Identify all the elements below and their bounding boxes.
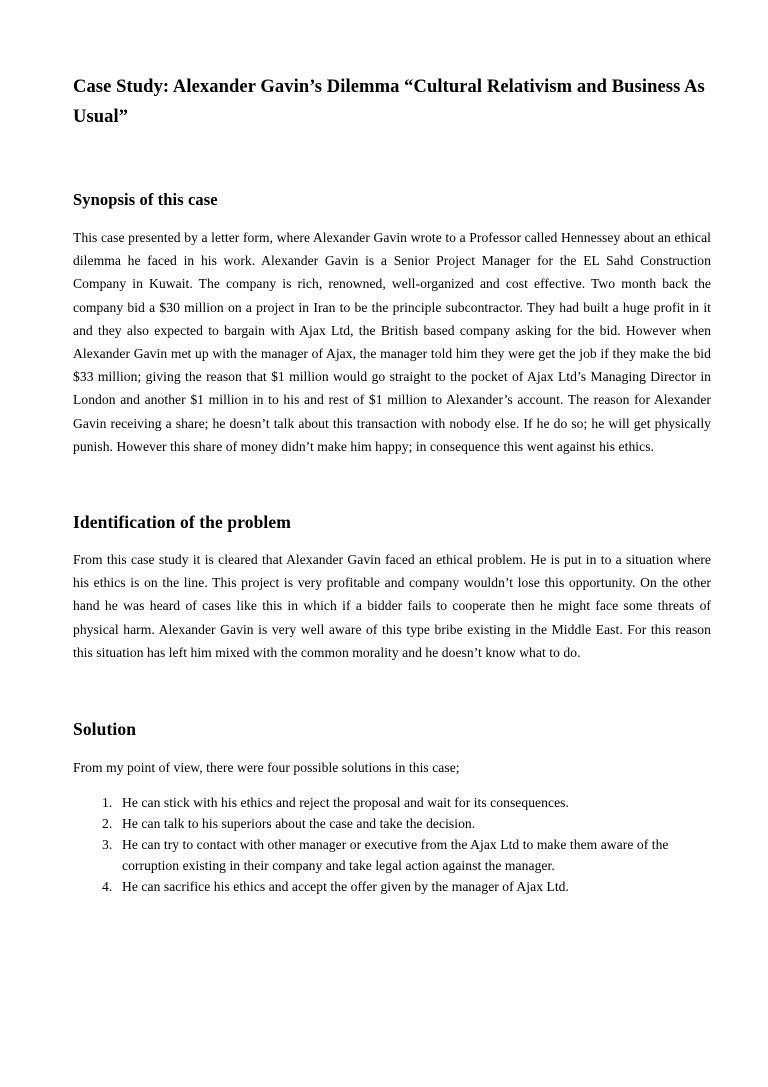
section-heading-synopsis: Synopsis of this case xyxy=(73,190,218,209)
list-item-number: 4. xyxy=(102,879,113,895)
section-paragraph-identification: From this case study it is cleared that Alexander Gavin faced an ethical problem. He is put in to a situation where his ethics is on the line. This project is very profitable and company wouldn’t lose this opportunity. On the other hand he was heard of cases like this in which if a bidder fails to cooperate then he might face some threats of physical harm. Alexander Gavin is very well aware of this type bribe existing in the Middle East. For this reason this situation has left him mixed with the common morality and he doesn’t know what to do. xyxy=(73,552,711,660)
section-paragraph-synopsis: This case presented by a letter form, where Alexander Gavin wrote to a Professor called Hennessey about an ethical dilemma he faced in his work. Alexander Gavin is a Senior Project Manager for the EL Sahd Construction Company in Kuwait. The company is rich, renowned, well-organized and cost effective. Two month back the company bid a $30 million on a project in Iran to be the principle subcontractor. They had built a huge profit in it and they also expected to bargain with Ajax Ltd, the British based company asking for the bid. However when Alexander Gavin met up with the manager of Ajax, the manager told him they were get the job if they make the bid $33 million; giving the reason that $1 million would go straight to the pocket of Ajax Ltd’s Managing Director in London and another $1 million in to his and rest of $1 million to Alexander’s account. The reason for Alexander Gavin receiving a share; he doesn’t talk about this transaction with nobody else. If he do so; he will get physically punish. However this share of money didn’t make him happy; in consequence this went against his ethics. xyxy=(73,230,711,454)
section-paragraph-solution-intro: From my point of view, there were four possible solutions in this case; xyxy=(73,760,460,776)
list-item xyxy=(73,792,711,813)
list-item xyxy=(73,876,711,897)
page-title: Case Study: Alexander Gavin’s Dilemma “Cultural Relativism and Business As Usual” xyxy=(73,77,705,127)
list-item-number: 1. xyxy=(102,795,113,811)
list-item-number: 3. xyxy=(102,837,113,853)
list-item-label: He can sacrifice his ethics and accept the offer given by the manager of Ajax Ltd. xyxy=(122,879,569,895)
document-content xyxy=(73,0,711,897)
solution-list xyxy=(73,779,711,897)
list-item-number: 2. xyxy=(102,816,113,832)
list-item xyxy=(73,813,711,834)
list-item-label: He can stick with his ethics and reject the proposal and wait for its consequences. xyxy=(122,795,569,811)
section-heading-solution: Solution xyxy=(73,719,137,740)
list-item xyxy=(73,834,711,876)
list-item-label: He can try to contact with other manager or executive from the Ajax Ltd to make them aware of the corruption existing in their company and take legal action against the manager. xyxy=(122,837,669,874)
list-item-label: He can talk to his superiors about the case and take the decision. xyxy=(122,816,476,832)
section-heading-identification: Identification of the problem xyxy=(73,512,291,533)
